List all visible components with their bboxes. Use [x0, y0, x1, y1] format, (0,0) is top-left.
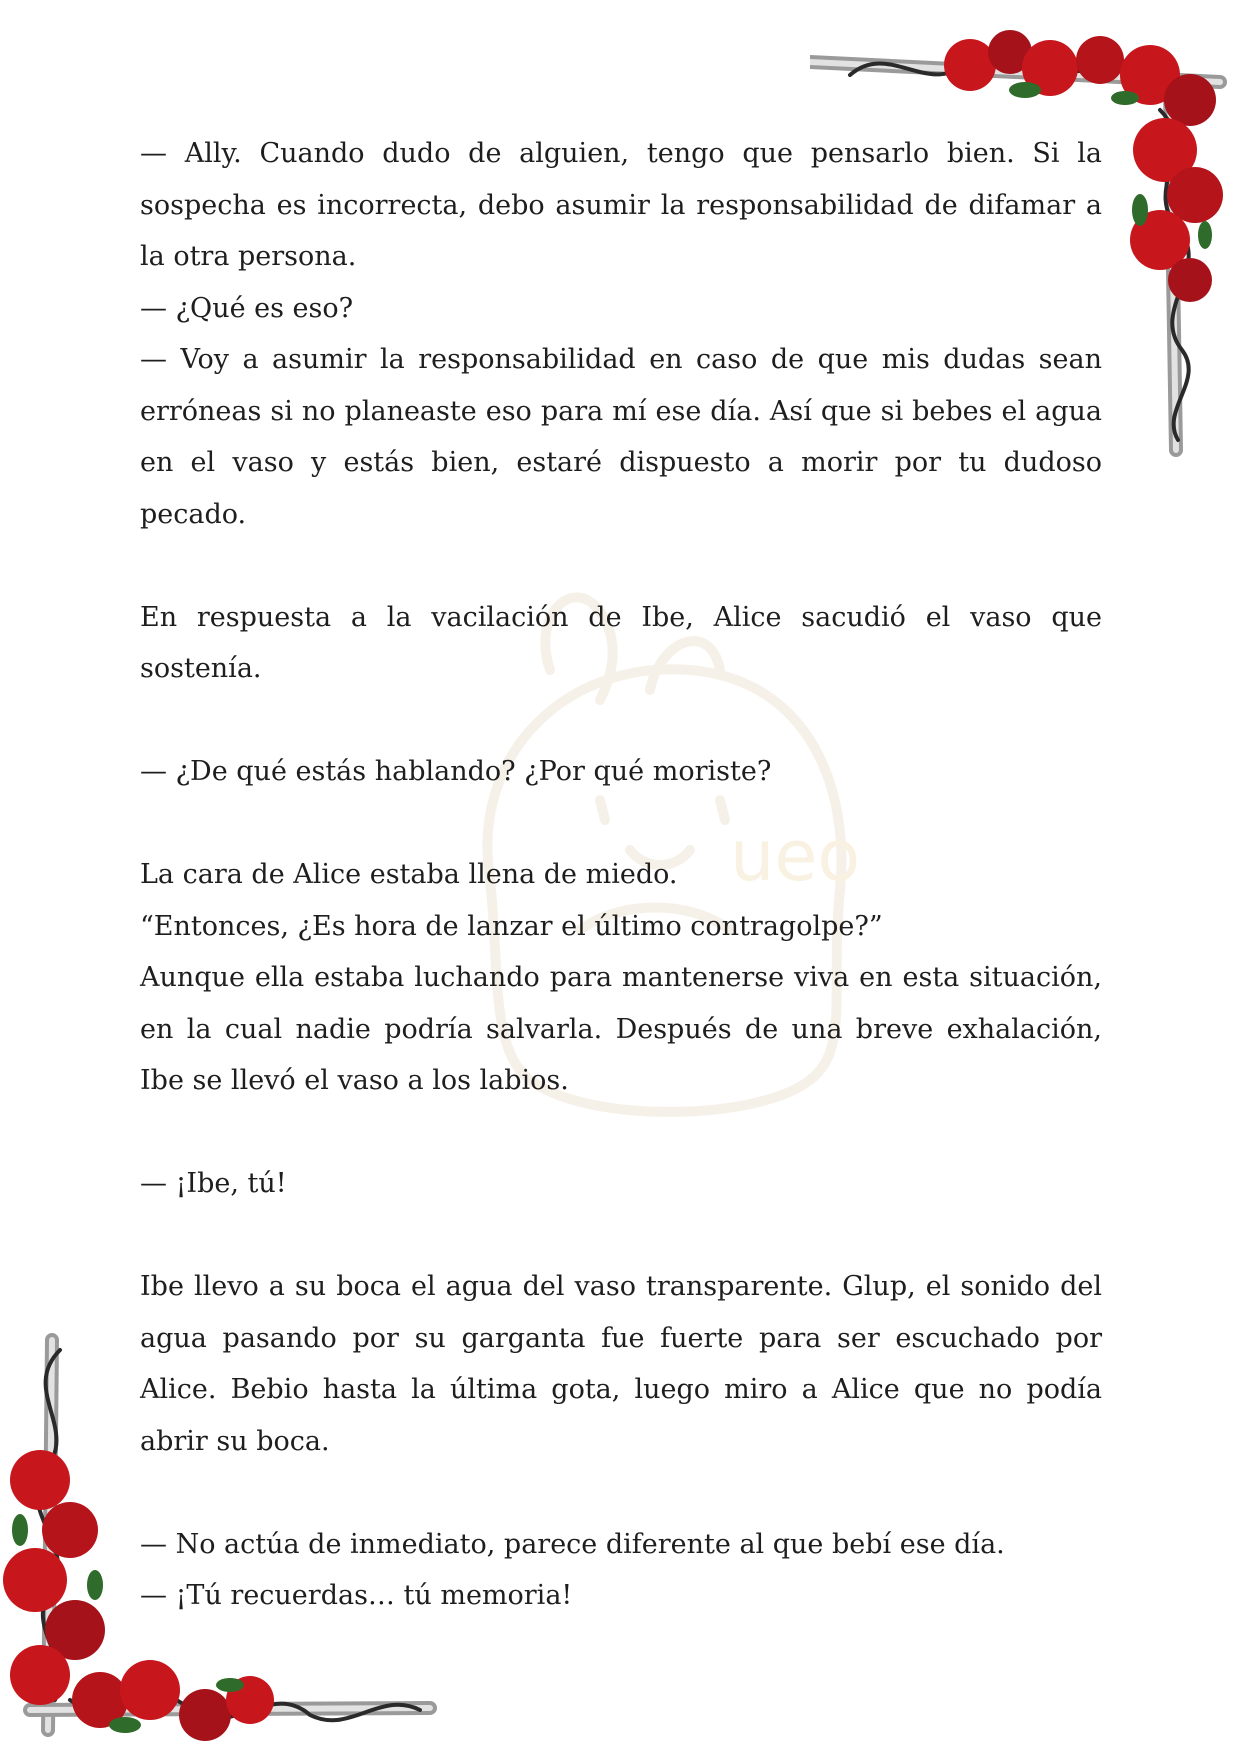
paragraph: — ¡Ibe, tú!	[140, 1168, 287, 1199]
paragraph: Aunque ella estaba luchando para mantenerse viva en esta situación, en la cual nadie podría salvarla. Después de una breve exhalación, Ibe se llevó el vaso a los labios.	[140, 962, 1102, 1096]
paragraph-gap	[140, 1107, 1102, 1159]
paragraph: — ¡Tú recuerdas… tú memoria!	[140, 1580, 573, 1611]
paragraph: En respuesta a la vacilación de Ibe, Alice sacudió el vaso que sostenía.	[140, 601, 1102, 684]
paragraph: — Ally. Cuando dudo de alguien, tengo que pensarlo bien. Si la sospecha es incorrecta, debo asumir la responsabilidad de difamar a la otra persona.	[140, 138, 1102, 272]
paragraph: — ¿Qué es eso?	[140, 292, 354, 324]
paragraph: “Entonces, ¿Es hora de lanzar el último contragolpe?”	[140, 910, 883, 942]
paragraph: — No actúa de inmediato, parece diferente al que bebí ese día.	[140, 1528, 1005, 1560]
paragraph-gap	[140, 1210, 1102, 1262]
paragraph-gap	[140, 798, 1102, 850]
svg-text:ueo: ueo	[730, 815, 861, 897]
paragraph: — ¿De qué estás hablando? ¿Por qué moriste?	[140, 756, 772, 787]
rose-vine-corner-icon	[0, 1330, 440, 1754]
paragraph: La cara de Alice estaba llena de miedo.	[140, 859, 678, 890]
paragraph: — Voy a asumir la responsabilidad en caso de que mis dudas sean erróneas si no planeaste eso para mí ese día. Así que si bebes el agua en el vaso y estás bien, estaré dispuesto a morir por tu dudoso pecado.	[140, 344, 1102, 530]
paragraph-gap	[140, 695, 1102, 747]
paragraph: Ibe llevo a su boca el agua del vaso transparente. Glup, el sonido del agua pasando por su garganta fue fuerte para ser escuchado por Alice. Bebio hasta la última gota, luego miro a Alice que no podía abrir su boca.	[140, 1271, 1102, 1457]
paragraph-gap	[140, 540, 1102, 592]
